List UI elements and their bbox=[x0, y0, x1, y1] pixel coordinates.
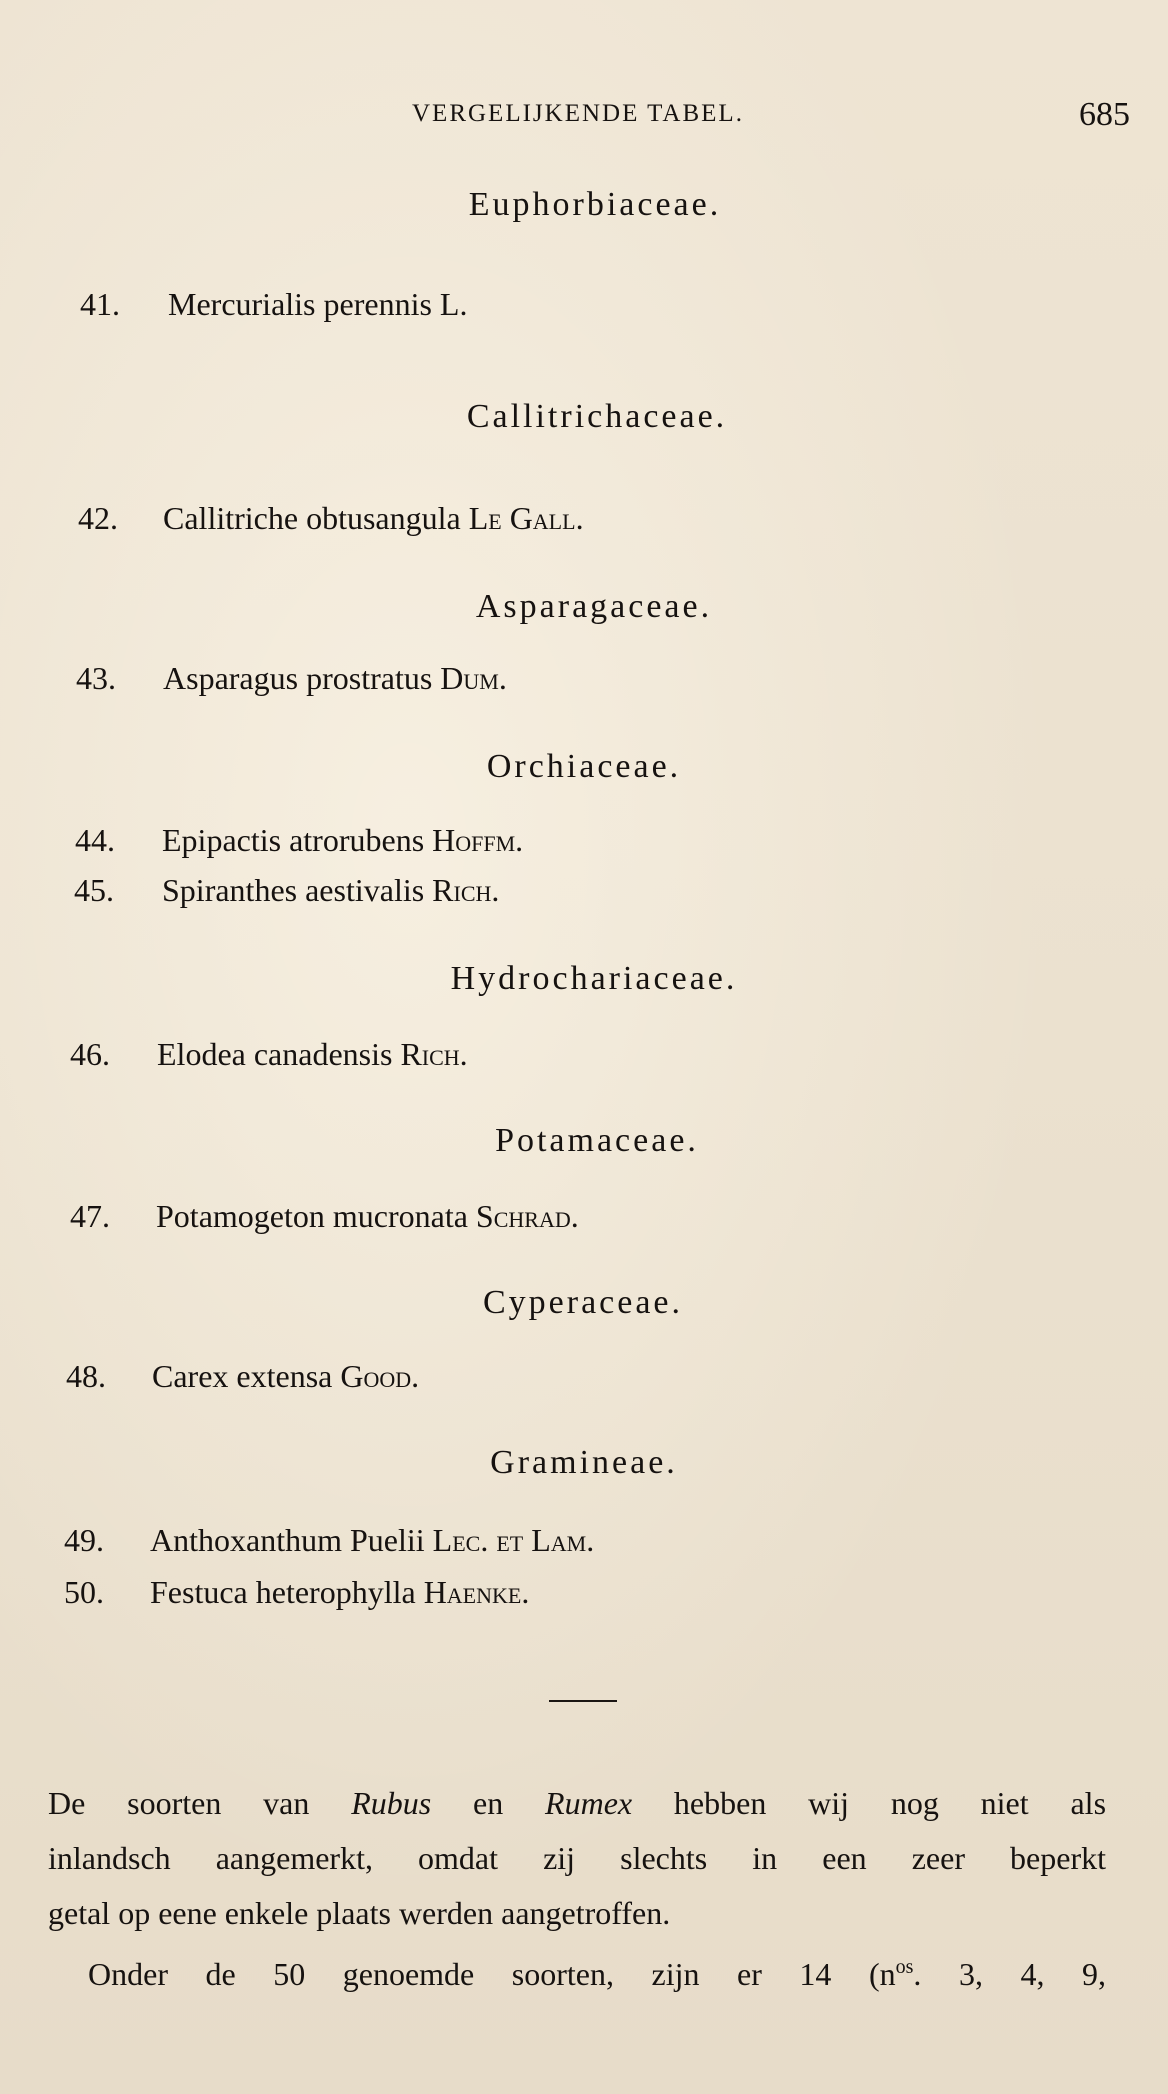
species-name: Potamogeton mucronata bbox=[156, 1198, 468, 1234]
species-entry bbox=[162, 822, 523, 859]
species-author: Hoffm. bbox=[432, 822, 524, 858]
paragraph-line: getal op eene enkele plaats werden aangetroffen. bbox=[48, 1895, 671, 1931]
species-number: 46. bbox=[70, 1036, 110, 1072]
species-name: Festuca heterophylla bbox=[150, 1574, 416, 1610]
species-author: Lec. et Lam. bbox=[432, 1522, 595, 1558]
running-head: VERGELIJKENDE TABEL. bbox=[412, 100, 744, 127]
species-author: Schrad. bbox=[475, 1198, 579, 1234]
genus-rumex: Rumex bbox=[545, 1785, 633, 1821]
family-heading: Potamaceae. bbox=[495, 1122, 699, 1159]
species-number: 42. bbox=[78, 500, 118, 536]
species-entry bbox=[150, 1574, 529, 1611]
species-entry bbox=[157, 1036, 468, 1073]
species-author: Le Gall. bbox=[468, 500, 584, 536]
species-name: Spiranthes aestivalis bbox=[162, 872, 425, 908]
species-name: Callitriche obtusangula bbox=[163, 500, 461, 536]
species-author: Good. bbox=[340, 1358, 420, 1394]
species-name: Elodea canadensis bbox=[157, 1036, 393, 1072]
species-entry bbox=[163, 500, 584, 537]
species-number: 44. bbox=[75, 822, 115, 858]
species-entry bbox=[156, 1198, 579, 1235]
paragraph-line: inlandsch aangemerkt, omdat zij slechts in een zeer beperkt bbox=[48, 1840, 1106, 1876]
species-number: 48. bbox=[66, 1358, 106, 1394]
species-number: 43. bbox=[76, 660, 116, 696]
species-entry bbox=[163, 660, 507, 697]
paragraph-line: Onder de 50 genoemde soorten, zijn er 14 ($n^{os}$. 3, 4, 9, bbox=[88, 1956, 1107, 1992]
species-name: Anthoxanthum Puelii bbox=[150, 1522, 425, 1558]
family-heading: Cyperaceae. bbox=[482, 1284, 684, 1321]
species-author: Rich. bbox=[400, 1036, 468, 1072]
species-number: 50. bbox=[64, 1574, 104, 1610]
section-rule bbox=[549, 1700, 617, 1702]
family-heading: Hydrochariaceae. bbox=[450, 960, 738, 997]
species-number: 49. bbox=[64, 1522, 104, 1558]
family-heading: Euphorbiaceae. bbox=[468, 186, 722, 223]
family-heading: Callitrichaceae. bbox=[466, 398, 728, 435]
species-name: Asparagus prostratus bbox=[163, 660, 433, 696]
species-name: Carex extensa bbox=[152, 1358, 333, 1394]
species-author: Haenke. bbox=[423, 1574, 530, 1610]
species-entry bbox=[168, 286, 467, 323]
species-entry bbox=[150, 1522, 594, 1559]
genus-rubus: Rubus bbox=[351, 1785, 432, 1821]
species-name: Mercurialis perennis bbox=[168, 286, 432, 322]
family-heading: Asparagaceae. bbox=[475, 588, 713, 625]
species-author: L. bbox=[439, 286, 468, 322]
species-name: Epipactis atrorubens bbox=[162, 822, 425, 858]
family-heading: Gramineae. bbox=[490, 1444, 678, 1481]
species-author: Rich. bbox=[432, 872, 500, 908]
paragraph-line: De soorten van Rubus en Rumex hebben wij nog niet als bbox=[48, 1785, 1107, 1821]
species-number: 45. bbox=[74, 872, 114, 908]
species-number: 41. bbox=[80, 286, 120, 322]
family-heading: Orchiaceae. bbox=[486, 748, 682, 785]
species-author: Dum. bbox=[440, 660, 507, 696]
species-entry bbox=[152, 1358, 419, 1395]
species-entry bbox=[162, 872, 499, 909]
species-number: 47. bbox=[70, 1198, 110, 1234]
page-number: 685 bbox=[1079, 96, 1130, 133]
